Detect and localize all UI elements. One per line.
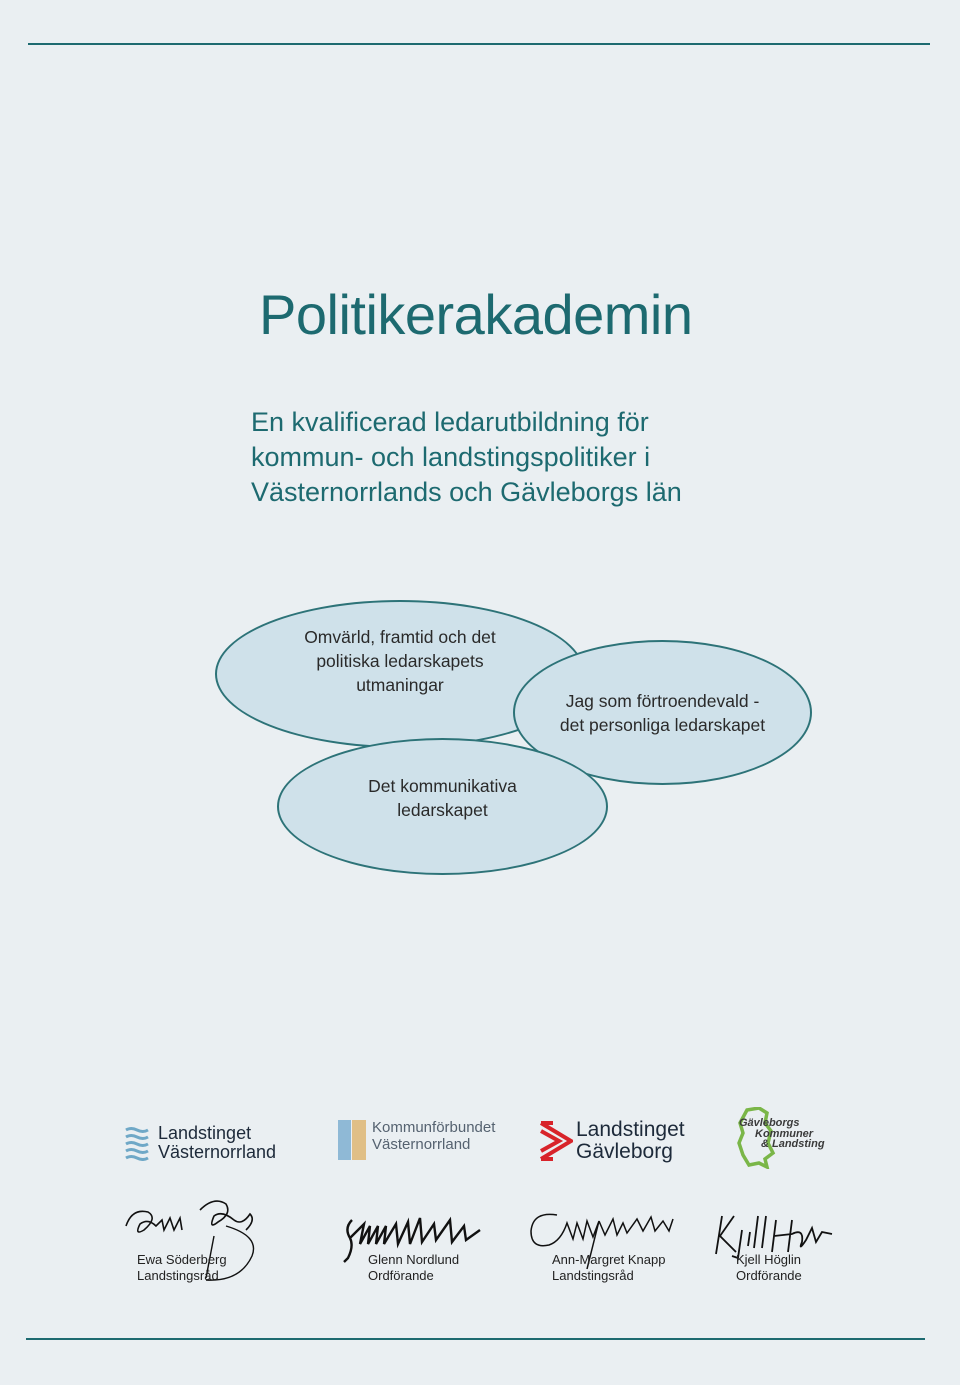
logo-line: & Landsting bbox=[761, 1138, 825, 1150]
logo-line: Västernorrland bbox=[372, 1136, 471, 1153]
signatory-role: Ordförande bbox=[368, 1268, 434, 1283]
subtitle-line: En kvalificerad ledarutbildning för bbox=[251, 407, 649, 437]
logo-line: Landstinget bbox=[576, 1118, 685, 1141]
bubble-text: Det kommunikativa bbox=[368, 775, 517, 796]
signatory-name: Kjell Höglin bbox=[736, 1252, 802, 1267]
logo-landstinget-vasternorrland bbox=[125, 1122, 280, 1164]
signatory bbox=[368, 1252, 459, 1284]
logo-line: Västernorrland bbox=[158, 1142, 277, 1162]
signatory bbox=[552, 1252, 665, 1284]
signatory bbox=[736, 1252, 802, 1284]
bubble-text: politiska ledarskapets bbox=[316, 651, 484, 671]
signatory-name: Glenn Nordlund bbox=[368, 1252, 460, 1267]
waves-icon bbox=[125, 1125, 149, 1161]
page-title: Politikerakademin bbox=[259, 283, 693, 346]
signatory bbox=[137, 1252, 227, 1284]
logo-line: Gävleborg bbox=[576, 1140, 673, 1163]
subtitle-line: Västernorrlands och Gävleborgs län bbox=[251, 477, 682, 507]
signatory-role: Landstingsråd bbox=[552, 1268, 634, 1283]
signatory-role: Landstingsråd bbox=[137, 1268, 219, 1283]
bubble-kommunikativa bbox=[277, 738, 608, 875]
bubble-text: det personliga ledarskapet bbox=[559, 714, 766, 735]
bubble-text: Jag som förtroendevald - bbox=[565, 690, 760, 711]
signatory-role: Ordförande bbox=[736, 1268, 802, 1283]
signatory-name: Ann-Margret Knapp bbox=[552, 1252, 666, 1267]
color-bars-icon bbox=[338, 1120, 366, 1160]
bottom-rule bbox=[26, 1338, 925, 1340]
logo-line: Landstinget bbox=[158, 1123, 252, 1143]
subtitle bbox=[251, 405, 682, 510]
logo-gavleborgs-kommuner bbox=[737, 1107, 827, 1169]
red-stripes-icon bbox=[539, 1121, 573, 1163]
logo-kommunforbundet bbox=[338, 1118, 498, 1162]
logo-line: Gävleborgs bbox=[739, 1117, 800, 1129]
bubble-text: ledarskapet bbox=[397, 799, 488, 820]
top-rule bbox=[28, 43, 930, 45]
bubble-text: Omvärld, framtid och det bbox=[304, 627, 496, 647]
subtitle-line: kommun- och landstingspolitiker i bbox=[251, 442, 651, 472]
bubble-text: utmaningar bbox=[356, 675, 444, 695]
signatory-name: Ewa Söderberg bbox=[137, 1252, 227, 1267]
logo-line: Kommunförbundet bbox=[372, 1119, 496, 1136]
logo-line: Kommuner bbox=[755, 1128, 814, 1140]
logo-landstinget-gavleborg bbox=[539, 1118, 689, 1166]
